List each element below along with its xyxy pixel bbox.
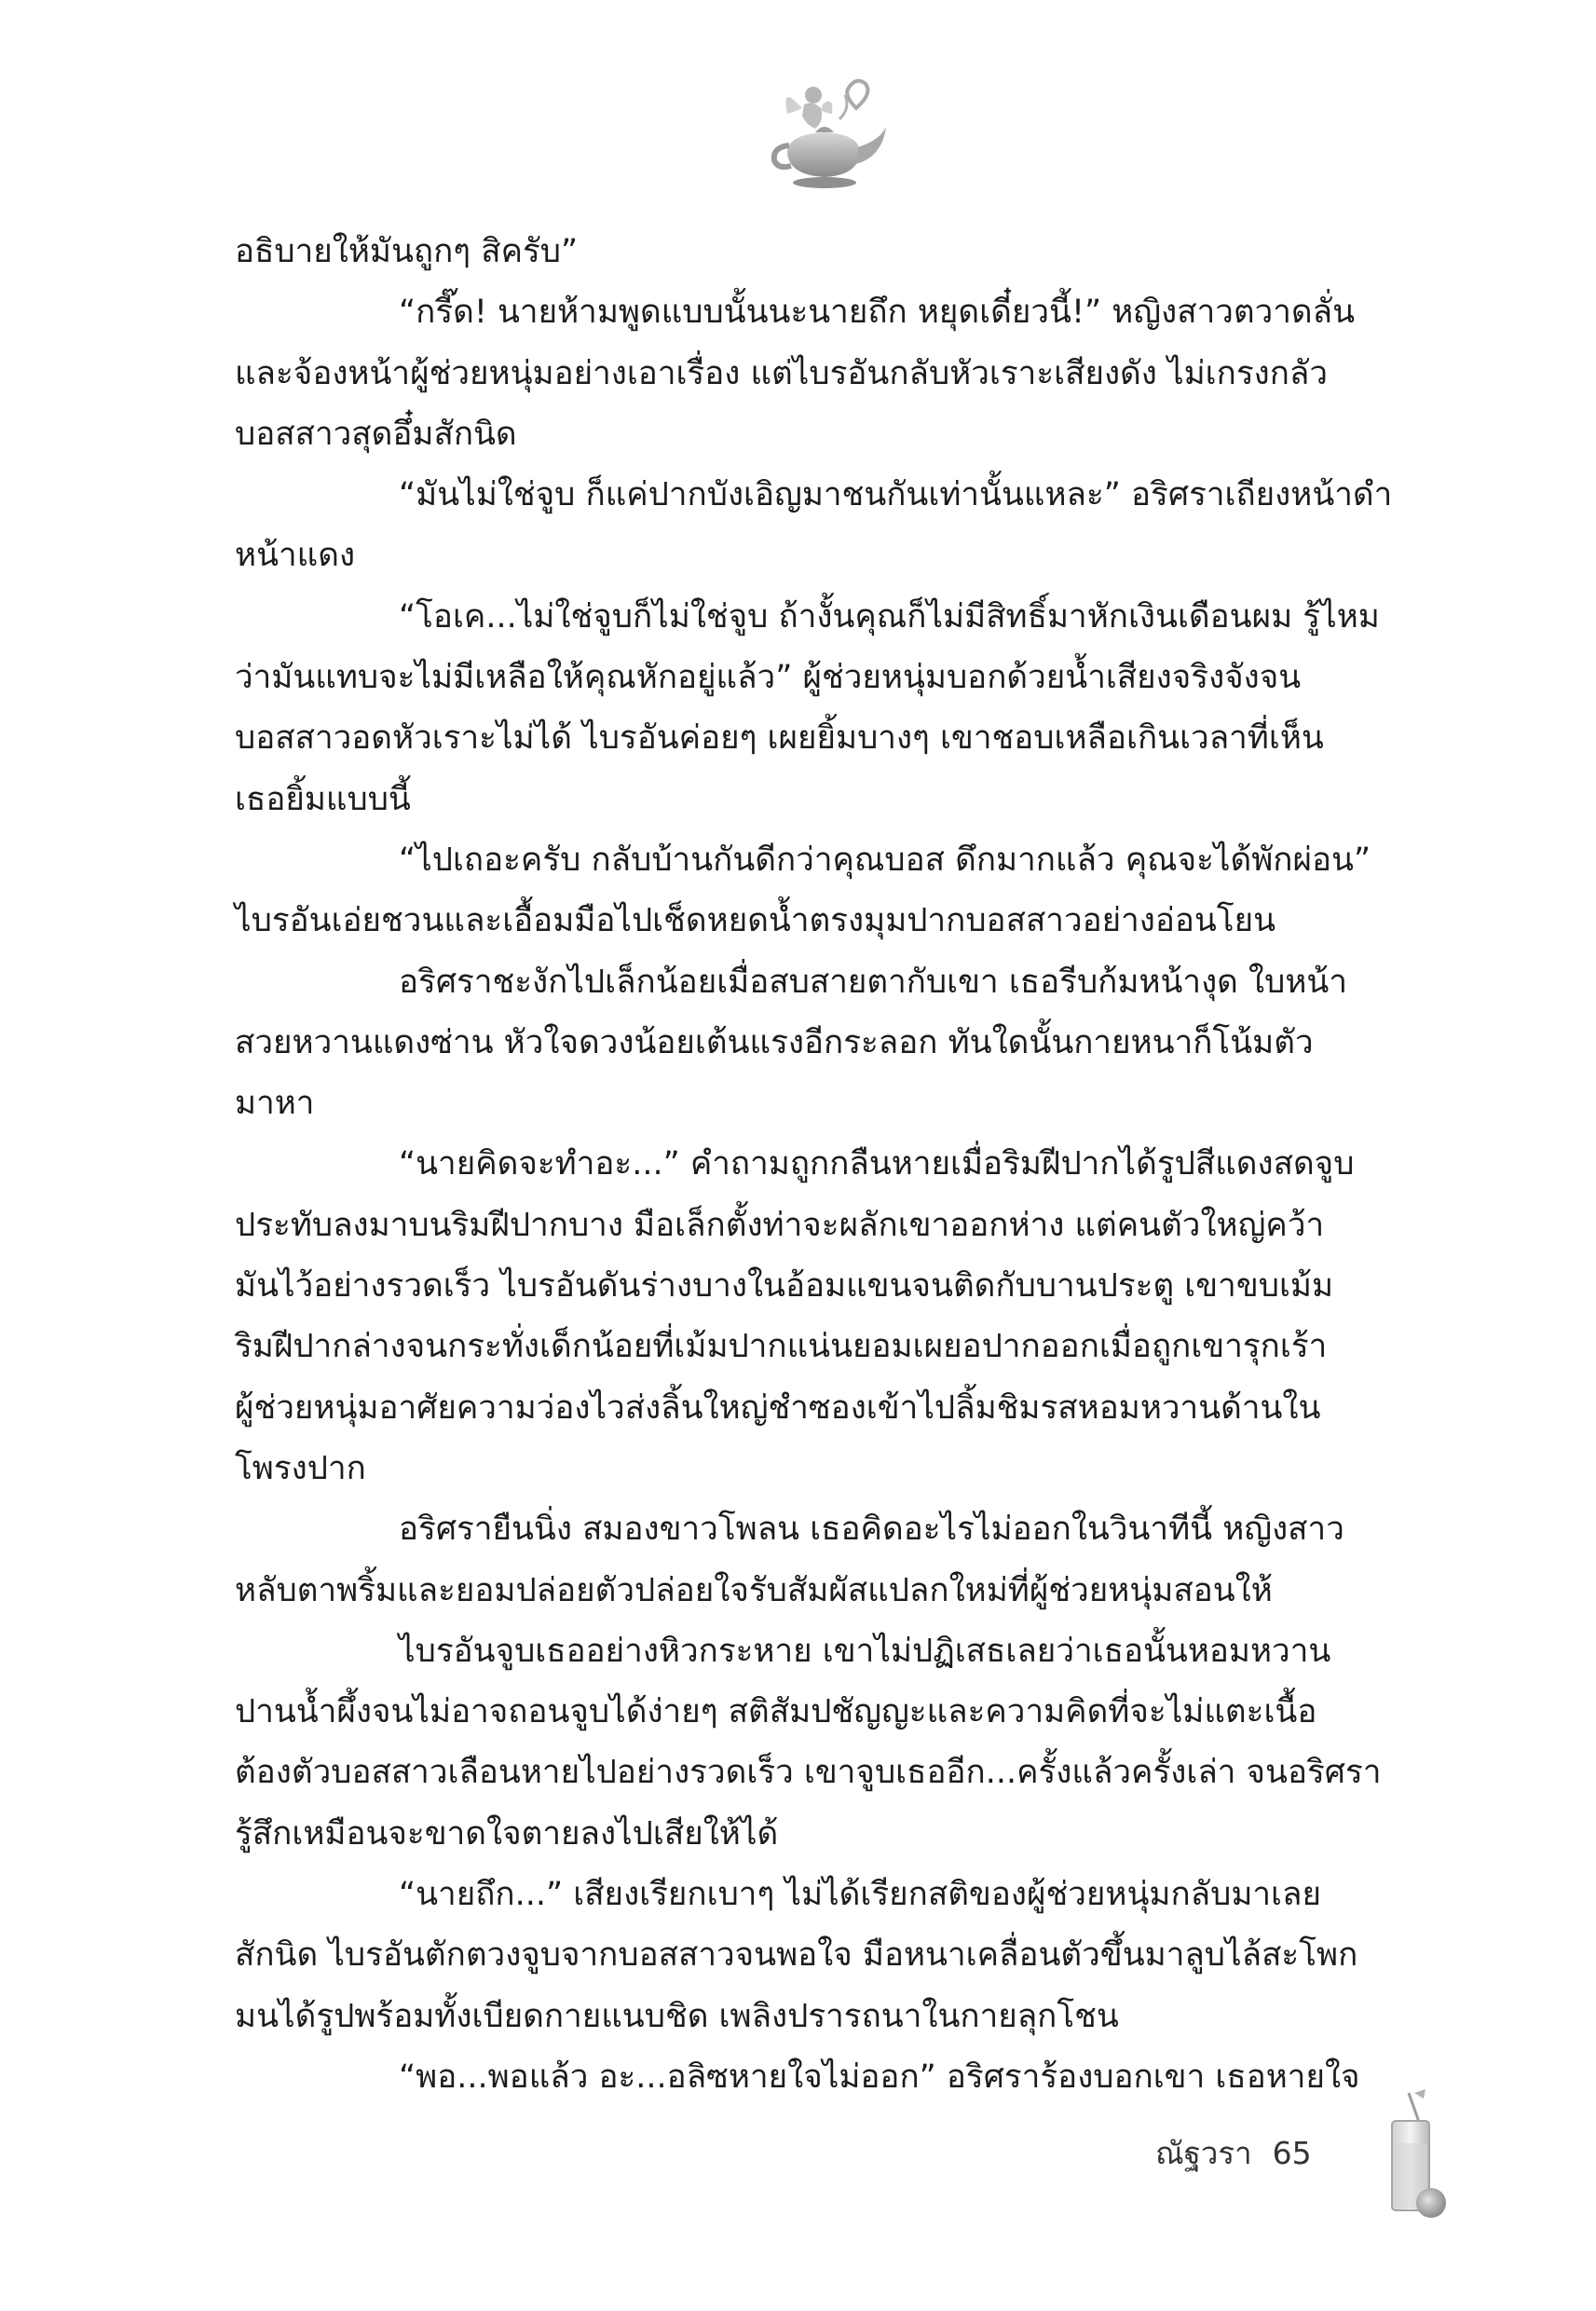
teapot-cupid-ornament-icon [759, 67, 890, 207]
text-line: “โอเค...ไม่ใช่จูบก็ไม่ใช่จูบ ถ้างั้นคุณก็ไม่มีสิทธิ์มาหักเงินเดือนผม รู้ไหม [399, 597, 1380, 636]
text-line: ว่ามันแทบจะไม่มีเหลือให้คุณหักอยู่แล้ว” ผู้ช่วยหนุ่มบอกด้วยน้ำเสียงจริงจังจน [235, 659, 1302, 697]
text-line: บอสสาวอดหัวเราะไม่ได้ ไบรอันค่อยๆ เผยยิ้มบางๆ เขาชอบเหลือเกินเวลาที่เห็น [235, 719, 1324, 758]
text-line: โพรงปาก [235, 1449, 366, 1487]
text-line: “ไปเถอะครับ กลับบ้านกันดีกว่าคุณบอส ดึกมากแล้ว คุณจะได้พักผ่อน” [399, 841, 1371, 879]
text-line: ประทับลงมาบนริมฝีปากบาง มือเล็กตั้งท่าจะผลักเขาออกห่าง แต่คนตัวใหญ่คว้า [235, 1206, 1325, 1244]
text-line: ไบรอันเอ่ยชวนและเอื้อมมือไปเช็ดหยดน้ำตรงมุมปากบอสสาวอย่างอ่อนโยน [235, 902, 1276, 940]
text-line: ต้องตัวบอสสาวเลือนหายไปอย่างรวดเร็ว เขาจูบเธออีก...ครั้งแล้วครั้งเล่า จนอริศรา [235, 1754, 1382, 1792]
text-line: “นายถึก...” เสียงเรียกเบาๆ ไม่ได้เรียกสติของผู้ช่วยหนุ่มกลับมาเลย [399, 1876, 1321, 1914]
text-line: “นายคิดจะทำอะ...” คำถามถูกกลืนหายเมื่อริมฝีปากได้รูปสีแดงสดจูบ [399, 1145, 1355, 1183]
text-line: ไบรอันจูบเธออย่างหิวกระหาย เขาไม่ปฏิเสธเลยว่าเธอนั้นหอมหวาน [399, 1632, 1331, 1670]
text-line: ปานน้ำผึ้งจนไม่อาจถอนจูบได้ง่ายๆ สติสัมปชัญญะและความคิดที่จะไม่แตะเนื้อ [235, 1693, 1317, 1731]
text-line: รู้สึกเหมือนจะขาดใจตายลงไปเสียให้ได้ [235, 1814, 779, 1853]
page-number: 65 [1272, 2134, 1312, 2171]
text-line: และจ้องหน้าผู้ช่วยหนุ่มอย่างเอาเรื่อง แต่ไบรอันกลับหัวเราะเสียงดัง ไม่เกรงกลัว [235, 354, 1328, 392]
text-line: ริมฝีปากล่างจนกระทั่งเด็กน้อยที่เม้มปากแน่นยอมเผยอปากออกเมื่อถูกเขารุกเร้า [235, 1328, 1328, 1366]
text-line: “พอ...พอแล้ว อะ...อลิซหายใจไม่ออก” อริศราร้องบอกเขา เธอหายใจ [399, 2058, 1360, 2096]
page-footer [1155, 2125, 1312, 2181]
text-line: หน้าแดง [235, 537, 356, 575]
body-text [235, 222, 1423, 2108]
text-line: อริศราชะงักไปเล็กน้อยเมื่อสบสายตากับเขา เธอรีบก้มหน้างุด ใบหน้า [399, 963, 1347, 1001]
text-line: สักนิด ไบรอันตักตวงจูบจากบอสสาวจนพอใจ มือหนาเคลื่อนตัวขึ้นมาลูบไล้สะโพก [235, 1936, 1358, 1975]
text-line: อริศรายืนนิ่ง สมองขาวโพลน เธอคิดอะไรไม่ออกในวินาทีนี้ หญิงสาว [399, 1511, 1344, 1549]
text-line: หลับตาพริ้มและยอมปล่อยตัวปล่อยใจรับสัมผัสแปลกใหม่ที่ผู้ช่วยหนุ่มสอนให้ [235, 1571, 1273, 1609]
author-name: ณัฐวรา [1155, 2134, 1252, 2171]
text-line: มนได้รูปพร้อมทั้งเบียดกายแนบชิด เพลิงปรารถนาในกายลุกโชน [235, 1997, 1119, 2035]
text-line: “มันไม่ใช่จูบ ก็แค่ปากบังเอิญมาชนกันเท่านั้นแหละ” อริศราเถียงหน้าดำ [399, 476, 1393, 514]
drink-glass-orange-icon [1377, 2087, 1452, 2227]
text-line: บอสสาวสุดอึ๋มสักนิด [235, 415, 517, 453]
text-line: สวยหวานแดงซ่าน หัวใจดวงน้อยเต้นแรงอีกระลอก ทันใดนั้นกายหนาก็โน้มตัว [235, 1023, 1314, 1061]
text-line: มันไว้อย่างรวดเร็ว ไบรอันดันร่างบางในอ้อมแขนจนติดกับบานประตู เขาขบเม้ม [235, 1267, 1334, 1306]
text-line: อธิบายให้มันถูกๆ สิครับ” [235, 233, 579, 270]
text-line: ผู้ช่วยหนุ่มอาศัยความว่องไวส่งลิ้นใหญ่ชำซองเข้าไปลิ้มชิมรสหอมหวานด้านใน [235, 1388, 1321, 1427]
text-line: มาหา [235, 1085, 315, 1123]
text-line: เธอยิ้มแบบนี้ [235, 780, 411, 818]
text-line: “กรี๊ด! นายห้ามพูดแบบนั้นนะนายถึก หยุดเดี๋ยวนี้!” หญิงสาวตวาดลั่น [399, 294, 1356, 332]
